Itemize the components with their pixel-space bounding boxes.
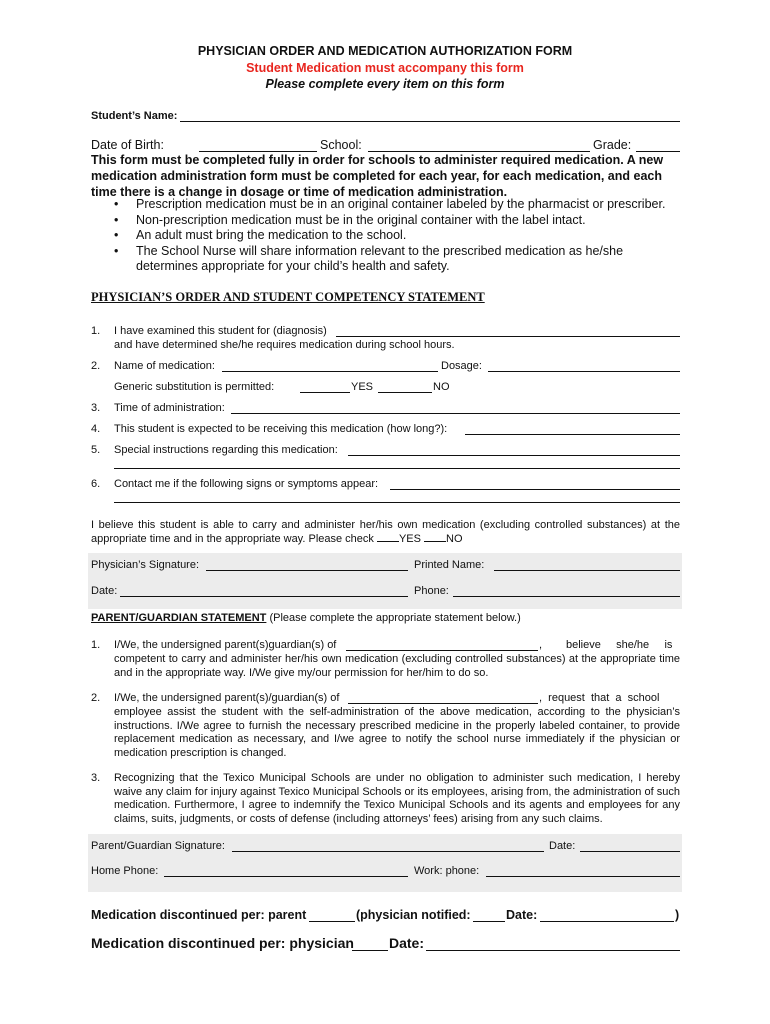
duration-label: This student is expected to be receiving this medication (how long?): xyxy=(114,423,448,435)
parent-item2-request: , request that a school xyxy=(539,692,660,704)
footer-date-label: Date: xyxy=(506,908,538,922)
discontinued-parent-field[interactable] xyxy=(309,921,355,922)
footer-date-field-2[interactable] xyxy=(426,950,680,951)
generic-yes-label: YES xyxy=(351,381,374,393)
item6-number: 6. xyxy=(91,478,101,490)
diagnosis-field[interactable] xyxy=(336,336,680,337)
parent-item1-lead: I/We, the undersigned parent(s)guardian(s) of xyxy=(114,639,337,651)
generic-yes-blank[interactable] xyxy=(300,392,350,393)
discontinued-parent-label: Medication discontinued per: parent xyxy=(91,908,307,922)
duration-field[interactable] xyxy=(465,434,680,435)
generic-no-label: NO xyxy=(433,381,450,393)
physician-notified-field[interactable] xyxy=(473,921,505,922)
parent-item2-student-field[interactable] xyxy=(348,703,538,704)
parent-item1-believe: believe she/he is xyxy=(566,639,673,651)
parent-item2-number: 2. xyxy=(91,692,101,704)
special-instructions-field[interactable] xyxy=(348,455,680,456)
generic-no-blank[interactable] xyxy=(378,392,432,393)
home-phone-field[interactable] xyxy=(164,876,408,877)
physician-signature-label: Physician’s Signature: xyxy=(91,559,200,571)
special-instructions-label: Special instructions regarding this medication: xyxy=(114,444,338,456)
generic-substitution-label: Generic substitution is permitted: xyxy=(114,381,275,393)
parent-section-heading-row xyxy=(91,612,521,624)
student-name-label: Student’s Name: xyxy=(91,110,178,122)
parent-item1-number: 1. xyxy=(91,639,101,651)
bullet-item: • Prescription medication must be in an original container labeled by the pharmacist or prescriber. xyxy=(114,197,666,211)
footer-date-field[interactable] xyxy=(540,921,674,922)
form-subtitle-warning: Student Medication must accompany this form xyxy=(246,61,524,75)
footer-date-label-2: Date: xyxy=(389,935,425,951)
physician-notified-label: (physician notified: xyxy=(356,908,471,922)
work-phone-field[interactable] xyxy=(486,876,680,877)
student-name-field[interactable] xyxy=(180,121,680,122)
bullet-item: • Non-prescription medication must be in the original container with the label intact. xyxy=(114,212,586,227)
footer-close-paren: ) xyxy=(675,908,680,922)
diagnosis-label: I have examined this student for (diagnosis) xyxy=(114,325,327,337)
bullet-item: • The School Nurse will share information relevant to the prescribed medication as he/she determines appropriate for your child’s health and safety. xyxy=(114,243,624,274)
printed-name-field[interactable] xyxy=(494,570,680,571)
notice-text: This form must be completed fully in order for schools to administer required medication. A new medication administration form must be completed for each year, for each medication, and each time there is a change in dosage or time of medication administration. xyxy=(91,153,664,199)
dosage-label: Dosage: xyxy=(441,360,482,372)
form-instruction: Please complete every item on this form xyxy=(265,77,505,91)
discontinued-physician-field[interactable] xyxy=(352,950,388,951)
symptoms-label: Contact me if the following signs or symptoms appear: xyxy=(114,478,379,490)
symptoms-field[interactable] xyxy=(390,489,680,490)
physician-date-field[interactable] xyxy=(120,596,408,597)
discontinued-physician-label: Medication discontinued per: physician xyxy=(91,935,354,951)
physician-phone-field[interactable] xyxy=(453,596,680,597)
parent-date-field[interactable] xyxy=(580,851,680,852)
parent-signature-label: Parent/Guardian Signature: xyxy=(91,840,225,852)
parent-item3-text: Recognizing that the Texico Municipal Schools are under no obligation to administer such medication, I hereby waive any claim for injury against Texico Municipal Schools or its employees, arising from, the administration of such medication. Furthermore, I agree to indemnify the Texico Municipal Schools and its agents and employees for any claims, suits, judgments, or costs of defense (including attorneys’ fees) arising from any such claims. xyxy=(114,772,680,825)
physician-signature-field[interactable] xyxy=(206,570,408,571)
symptoms-field-line2[interactable] xyxy=(114,502,680,503)
work-phone-label: Work: phone: xyxy=(414,865,480,877)
home-phone-label: Home Phone: xyxy=(91,865,159,877)
check-yes-label: YES xyxy=(398,533,421,545)
grade-label: Grade: xyxy=(593,138,632,152)
dosage-field[interactable] xyxy=(488,371,680,372)
parent-item1-student-field[interactable] xyxy=(346,650,538,651)
administration-time-label: Time of administration: xyxy=(114,402,225,414)
school-label: School: xyxy=(320,138,362,152)
printed-name-label: Printed Name: xyxy=(414,559,485,571)
parent-date-label: Date: xyxy=(549,840,576,852)
special-instructions-field-line2[interactable] xyxy=(114,468,680,469)
diagnosis-note: and have determined she/he requires medication during school hours. xyxy=(114,339,455,351)
item3-number: 3. xyxy=(91,402,101,414)
administration-time-field[interactable] xyxy=(231,413,680,414)
bullet-item: • An adult must bring the medication to the school. xyxy=(114,228,407,243)
item1-number: 1. xyxy=(91,325,101,337)
physician-section-heading: PHYSICIAN’S ORDER AND STUDENT COMPETENCY STATEMENT xyxy=(91,290,485,304)
item5-number: 5. xyxy=(91,444,101,456)
dob-label: Date of Birth: xyxy=(91,138,164,152)
parent-item2-lead: I/We, the undersigned parent(s)/guardian(s) of xyxy=(114,692,340,704)
physician-date-label: Date: xyxy=(91,585,118,597)
parent-section-heading: PARENT/GUARDIAN STATEMENT xyxy=(91,612,267,624)
form-title: PHYSICIAN ORDER AND MEDICATION AUTHORIZATION FORM xyxy=(197,44,573,58)
parent-item3-number: 3. xyxy=(91,772,101,784)
self-administration-statement: I believe this student is able to carry and administer her/his own medication (excluding controlled substances) at the appropriate time and in the appropriate way. Please check YES NO xyxy=(91,519,680,545)
parent-signature-field[interactable] xyxy=(232,851,544,852)
item2-number: 2. xyxy=(91,360,101,372)
parent-item1-text: competent to carry and administer her/his own medication (excluding controlled substances) at the appropriate time and in the appropriate way. I/We give my/our permission for her/him to do so. xyxy=(114,653,680,679)
notice-bullet-list xyxy=(114,197,686,275)
parent-item1-comma: , xyxy=(539,639,543,651)
medication-name-field[interactable] xyxy=(222,371,438,372)
check-no-label: NO xyxy=(446,533,463,545)
physician-phone-label: Phone: xyxy=(414,585,449,597)
parent-item2-text: employee assist the student with the self-administration of the above medication, according to the physician’s instructions. I/We agree to furnish the necessary prescribed medicine in the properly labeled container, to provide replacement medication as necessary, and I/we agree to notify the school nurse immediately if the physician or medication prescription is changed. xyxy=(114,706,680,759)
medication-name-label: Name of medication: xyxy=(114,360,215,372)
item4-number: 4. xyxy=(91,423,101,435)
check-no-blank[interactable] xyxy=(424,541,446,542)
parent-section-note: (Please complete the appropriate statement below.) xyxy=(269,612,521,624)
check-yes-blank[interactable] xyxy=(377,541,399,542)
